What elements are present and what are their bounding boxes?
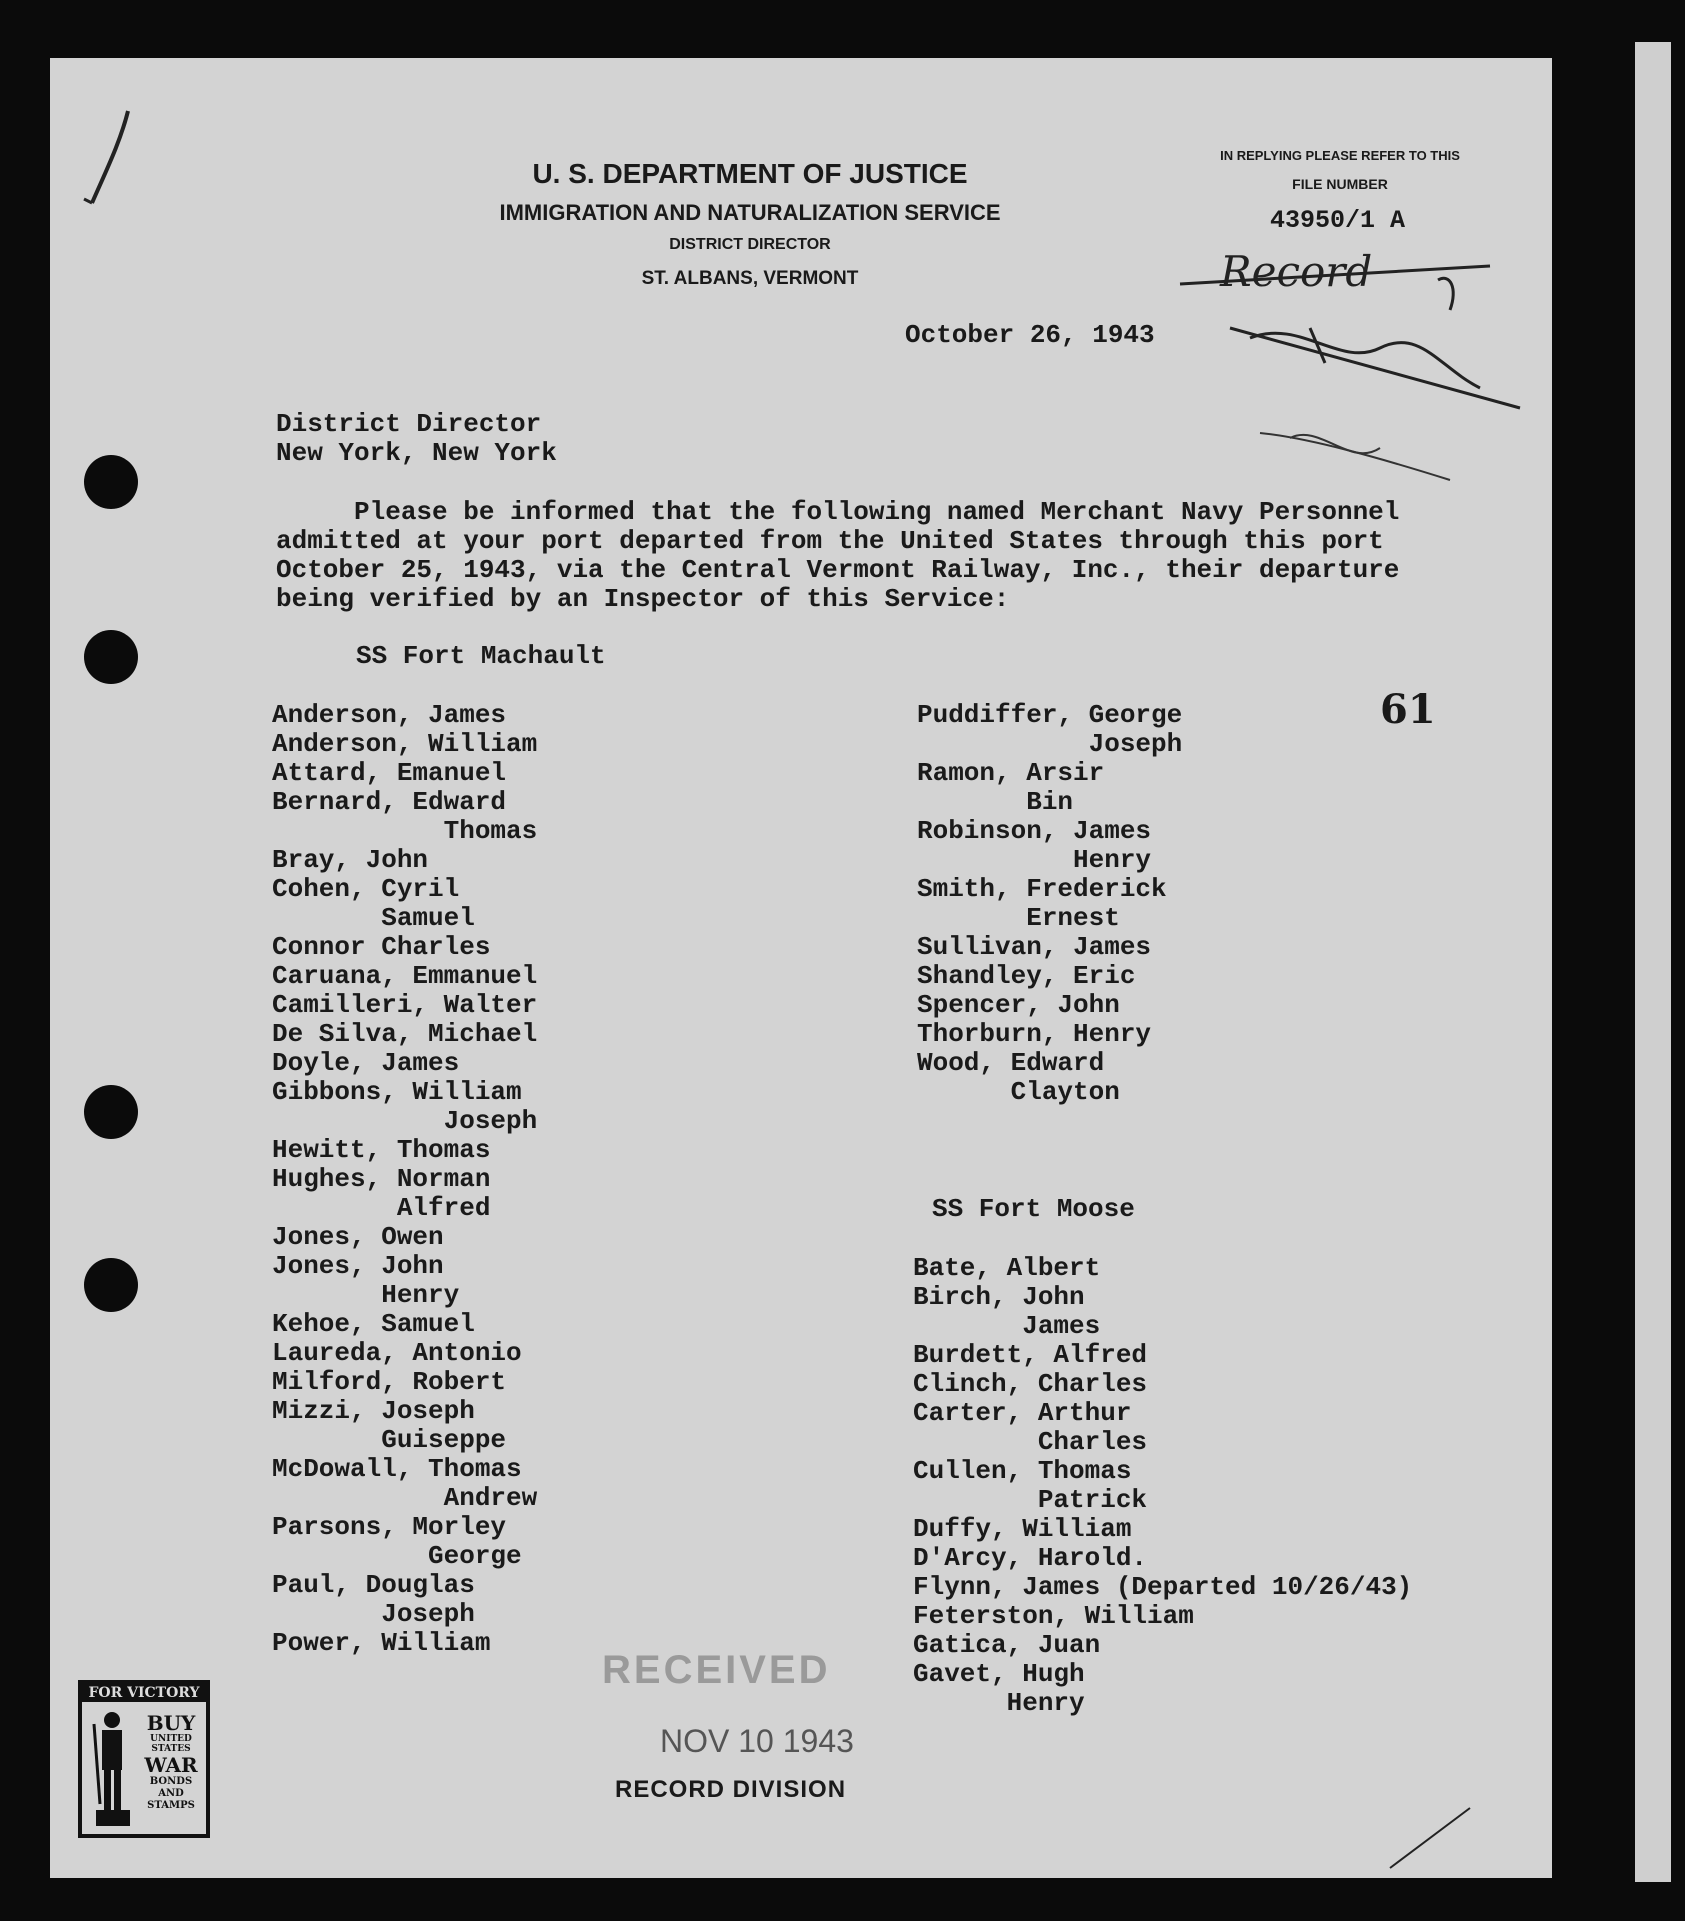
crew-name: Guiseppe <box>272 1425 507 1455</box>
crew-name: Spencer, John <box>917 990 1120 1020</box>
letterhead-office: DISTRICT DIRECTOR <box>669 236 831 253</box>
file-number: 43950/1 A <box>1270 206 1406 235</box>
war-bonds-stamp-country: UNITED STATES <box>150 1734 192 1754</box>
crew-name: Bate, Albert <box>913 1253 1101 1283</box>
crew-name: Clayton <box>917 1077 1120 1107</box>
letter-page <box>50 58 1552 1878</box>
letter-date: October 26, 1943 <box>905 320 1155 350</box>
crew-name: Thomas <box>272 816 538 846</box>
crew-name: Alfred <box>272 1193 491 1223</box>
body-line: October 25, 1943, via the Central Vermont Railway, Inc., their departure <box>276 555 1400 585</box>
ship-heading-fort-machault: SS Fort Machault <box>356 641 606 671</box>
addressee-city: New York, New York <box>276 438 557 468</box>
crew-name: Hewitt, Thomas <box>272 1135 491 1165</box>
crew-name: Kehoe, Samuel <box>272 1309 475 1339</box>
crew-name: Duffy, William <box>913 1514 1132 1544</box>
crew-name: Gatica, Juan <box>913 1630 1101 1660</box>
crew-name: Smith, Frederick <box>917 874 1167 904</box>
punch-hole <box>84 1085 138 1139</box>
crew-name: Cullen, Thomas <box>913 1456 1132 1486</box>
crew-name: Clinch, Charles <box>913 1369 1148 1399</box>
crew-name: Gibbons, William <box>272 1077 522 1107</box>
minuteman-icon <box>86 1704 142 1830</box>
addressee-title: District Director <box>276 409 542 439</box>
received-stamp-word: RECEIVED <box>602 1648 831 1692</box>
crew-name: Puddiffer, George <box>917 700 1183 730</box>
crew-name: Burdett, Alfred <box>913 1340 1148 1370</box>
crew-name: Samuel <box>272 903 475 933</box>
letterhead-department: U. S. DEPARTMENT OF JUSTICE <box>532 158 968 189</box>
crew-name: Jones, Owen <box>272 1222 444 1252</box>
crew-name: Caruana, Emmanuel <box>272 961 538 991</box>
crew-name: Anderson, James <box>272 700 507 730</box>
crew-name: Jones, John <box>272 1251 444 1281</box>
crew-name: Andrew <box>272 1483 538 1513</box>
crew-name: Henry <box>272 1280 460 1310</box>
crew-name: Paul, Douglas <box>272 1570 475 1600</box>
crew-name: Patrick <box>913 1485 1148 1515</box>
crew-name: Gavet, Hugh <box>913 1659 1085 1689</box>
crew-name: Mizzi, Joseph <box>272 1396 475 1426</box>
crew-name: Carter, Arthur <box>913 1398 1132 1428</box>
crew-name: McDowall, Thomas <box>272 1454 522 1484</box>
crew-name: Sullivan, James <box>917 932 1152 962</box>
crew-name: Feterston, William <box>913 1601 1194 1631</box>
crew-name: Thorburn, Henry <box>917 1019 1152 1049</box>
crew-name: Joseph <box>917 729 1183 759</box>
crew-name: James <box>913 1311 1101 1341</box>
crew-list-fort-moose <box>913 1254 1412 1718</box>
crew-name: George <box>272 1541 522 1571</box>
file-number-label: FILE NUMBER <box>1292 176 1388 192</box>
crew-name: Flynn, James (Departed 10/26/43) <box>913 1572 1413 1602</box>
ship-heading-fort-moose: SS Fort Moose <box>932 1194 1135 1224</box>
crew-name: Laureda, Antonio <box>272 1338 522 1368</box>
crew-name: Milford, Robert <box>272 1367 507 1397</box>
crew-name: Anderson, William <box>272 729 538 759</box>
reply-reference-notice: IN REPLYING PLEASE REFER TO THIS <box>1220 148 1460 163</box>
pencil-stroke <box>1380 1798 1500 1878</box>
crew-name: Joseph <box>272 1599 475 1629</box>
crew-name: Henry <box>913 1688 1085 1718</box>
crew-name: De Silva, Michael <box>272 1019 538 1049</box>
page-number: 61 <box>1380 686 1436 733</box>
crew-name: Charles <box>913 1427 1148 1457</box>
crew-name: Hughes, Norman <box>272 1164 491 1194</box>
crew-name: Henry <box>917 845 1152 875</box>
crew-name: D'Arcy, Harold. <box>913 1543 1148 1573</box>
crew-name: Bernard, Edward <box>272 787 507 817</box>
punch-hole <box>84 1258 138 1312</box>
received-stamp-date: NOV 10 1943 <box>660 1723 854 1759</box>
handwritten-note: Record <box>1220 247 1373 296</box>
war-bonds-stamp-header: FOR VICTORY <box>82 1684 206 1702</box>
punch-hole <box>84 630 138 684</box>
crew-name: Ernest <box>917 903 1120 933</box>
crew-name: Birch, John <box>913 1282 1085 1312</box>
crew-name: Robinson, James <box>917 816 1152 846</box>
letterhead-location: ST. ALBANS, VERMONT <box>641 268 859 289</box>
crew-name: Camilleri, Walter <box>272 990 538 1020</box>
body-line: Please be informed that the following named Merchant Navy Personnel <box>276 497 1400 527</box>
crew-name: Connor Charles <box>272 932 491 962</box>
crew-name: Power, William <box>272 1628 491 1658</box>
war-bonds-stamp-bonds: BONDS AND STAMPS <box>147 1776 195 1811</box>
punch-hole <box>84 455 138 509</box>
crew-name: Ramon, Arsir <box>917 758 1105 788</box>
crew-name: Wood, Edward <box>917 1048 1105 1078</box>
body-paragraph <box>276 498 1399 614</box>
war-bonds-stamp-war: WAR <box>144 1753 198 1777</box>
body-line: being verified by an Inspector of this Service: <box>276 584 1010 614</box>
body-line: admitted at your port departed from the United States through this port <box>276 526 1384 556</box>
crew-name: Parsons, Morley <box>272 1512 507 1542</box>
adjacent-page-strip <box>1635 42 1671 1882</box>
crew-name: Shandley, Eric <box>917 961 1136 991</box>
handwritten-annotations <box>1120 218 1540 498</box>
crew-list-left <box>272 701 537 1658</box>
crew-name: Attard, Emanuel <box>272 758 507 788</box>
crew-name: Cohen, Cyril <box>272 874 460 904</box>
crew-name: Doyle, James <box>272 1048 460 1078</box>
letterhead-service: IMMIGRATION AND NATURALIZATION SERVICE <box>499 200 1001 225</box>
crew-name: Bray, John <box>272 845 429 875</box>
crew-list-right <box>917 701 1182 1107</box>
war-bonds-stamp-buy: BUY <box>146 1711 196 1735</box>
crew-name: Joseph <box>272 1106 538 1136</box>
received-stamp-division: RECORD DIVISION <box>615 1776 847 1803</box>
pencil-check-mark <box>80 103 140 213</box>
war-bonds-stamp <box>78 1680 210 1838</box>
crew-name: Bin <box>917 787 1074 817</box>
